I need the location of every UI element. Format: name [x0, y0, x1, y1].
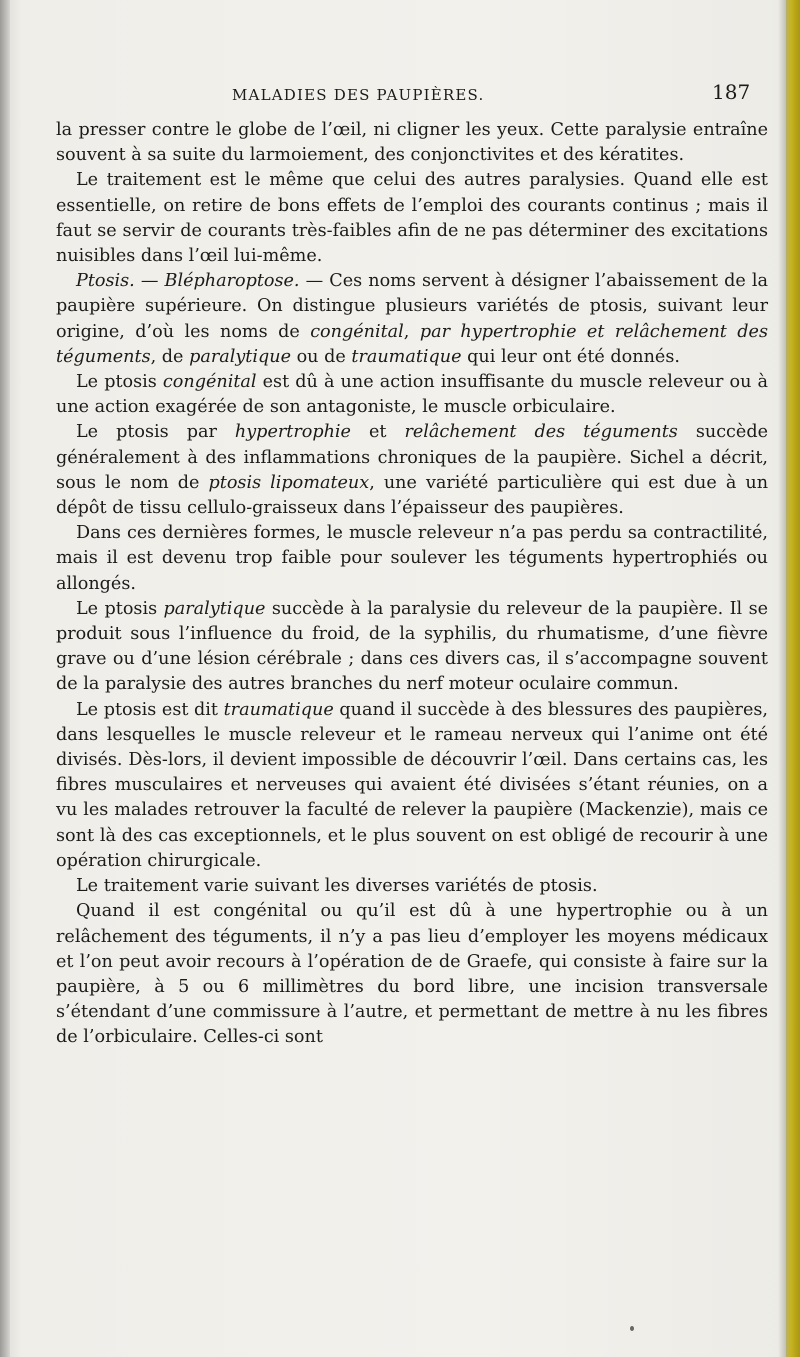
body-text: , une variété particulière qui est due à un dépôt de tissu cellulo-graisseux dans l’épaisseur des paupières.: [56, 472, 769, 519]
paragraph: [56, 874, 768, 899]
body-text: Le traitement varie suivant les diverses variétés de ptosis.: [76, 876, 598, 897]
body-text: , de: [150, 346, 190, 367]
italic-text: relâchement des téguments: [404, 422, 678, 443]
body-text: qui leur ont été donnés.: [461, 346, 680, 367]
text-body: [56, 118, 768, 1051]
body-text: est dû à une action insuffisante du muscle releveur ou à une action exagérée de son antagoniste, le muscle orbiculaire.: [56, 372, 768, 418]
body-text: Le ptosis par: [76, 422, 235, 443]
body-text: et: [350, 422, 405, 443]
italic-text: par hypertrophie et relâchement des téguments: [56, 321, 768, 367]
italic-text: paralytique: [189, 346, 291, 367]
body-text: la presser contre le globe de l’œil, ni cligner les yeux. Cette paralysie entraîne souvent à sa suite du larmoiement, des conjonctivites et des kératites.: [56, 120, 768, 166]
page-right-shadow: [778, 0, 786, 1357]
body-text: Le ptosis: [76, 598, 164, 619]
italic-text: hypertrophie: [234, 422, 351, 443]
italic-text: ptosis lipomateux: [208, 472, 370, 493]
paragraph: [56, 597, 768, 698]
italic-text: Ptosis. — Blépharoptose.: [76, 271, 300, 292]
italic-text: congénital: [310, 321, 404, 342]
body-text: ou de: [290, 346, 352, 367]
body-text: ,: [403, 321, 420, 342]
body-text: Quand il est congénital ou qu’il est dû à une hypertrophie ou à un relâchement des téguments, il n’y a pas lieu d’employer les moyens médicaux et l’on peut avoir recours à l’opération de de Graefe, qui consiste à faire sur la paupière, à 5 ou 6 millimètres du bord libre, une incision transversale s’étendant d’une commissure à l’autre, et permettant de mettre à nu les fibres de l’orbiculaire. Celles-ci sont: [56, 901, 768, 1048]
italic-text: paralytique: [163, 598, 266, 619]
body-text: succède généralement à des inflammations chroniques de la paupière. Sichel a décrit, sous le nom de: [56, 422, 768, 493]
body-text: Le ptosis est dit: [76, 699, 224, 720]
body-text: Le ptosis: [76, 372, 163, 393]
paragraph: [56, 269, 768, 370]
paragraph: [56, 698, 768, 874]
paragraph: [56, 420, 768, 521]
book-cover-edge: [786, 0, 800, 1357]
running-head: [0, 80, 800, 110]
italic-text: congénital: [162, 372, 257, 393]
body-text: quand il succède à des blessures des paupières, dans lesquelles le muscle releveur et le rameau nerveux qui l’anime ont été divisés. Dès-lors, il devient impossible de découvrir l’œil. Dans certains cas, les fibres musculaires et nerveuses qui avaient été divisées s’étant réunies, on a vu les malades retrouver la faculté de relever la paupière (Mackenzie), mais ce sont là des cas exceptionnels, et le plus souvent on est obligé de recourir à une opération chirurgicale.: [56, 699, 768, 871]
paragraph: [56, 370, 768, 420]
page-left-edge: [0, 0, 10, 1357]
italic-text: traumatique: [351, 346, 462, 367]
body-text: Le traitement est le même que celui des autres paralysies. Quand elle est essentielle, on retire de bons effets de l’emploi des courants continus ; mais il faut se servir de courants très-faibles afin de ne pas déterminer des excitations nuisibles dans l’œil lui-même.: [56, 170, 768, 267]
paragraph: [56, 899, 768, 1050]
paragraph: [56, 168, 768, 269]
paragraph: [56, 521, 768, 597]
body-text: Dans ces dernières formes, le muscle releveur n’a pas perdu sa contractilité, mais il est devenu trop faible pour soulever les téguments hypertrophiés ou allongés.: [56, 523, 768, 594]
italic-text: traumatique: [223, 699, 334, 720]
body-text: — Ces noms servent à désigner l’abaissement de la paupière supérieure. On distingue plusieurs variétés de ptosis, suivant leur origine, d’où les noms de: [56, 271, 768, 342]
body-text: succède à la paralysie du releveur de la paupière. Il se produit sous l’influence du froid, de la syphilis, du rhumatisme, d’une fièvre grave ou d’une lésion cérébrale ; dans ces divers cas, il s’accompagne souvent de la paralysie des autres branches du nerf moteur oculaire commun.: [56, 598, 769, 695]
paragraph: [56, 118, 768, 168]
ink-speck: [630, 1326, 634, 1331]
page-number: 187: [712, 80, 751, 104]
running-title: MALADIES DES PAUPIÈRES.: [232, 86, 485, 104]
